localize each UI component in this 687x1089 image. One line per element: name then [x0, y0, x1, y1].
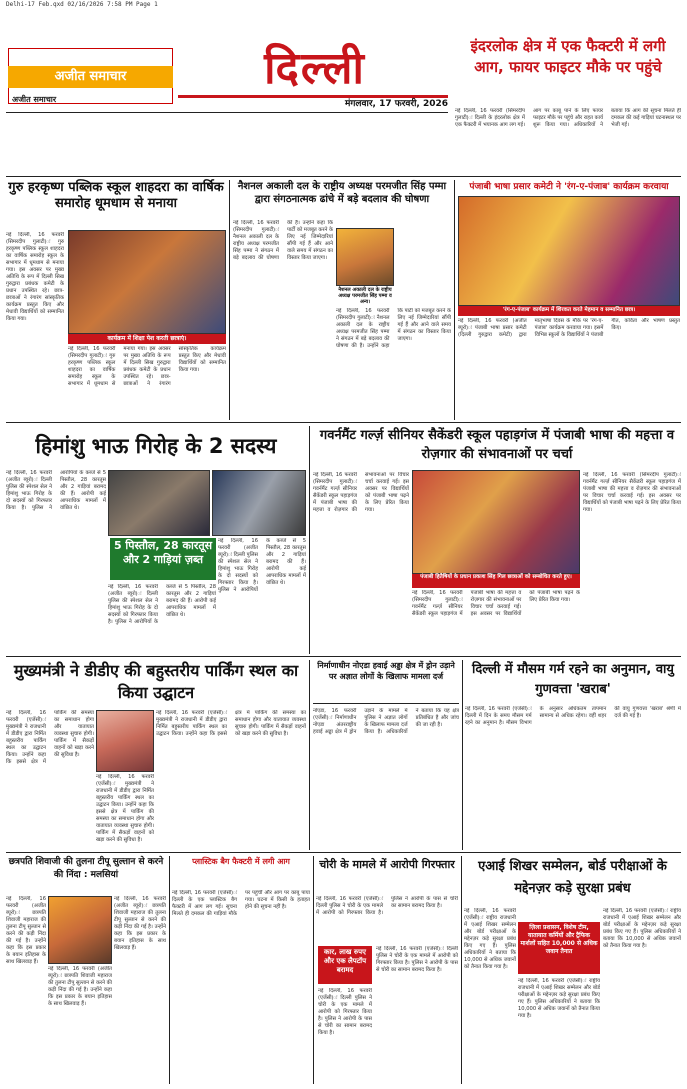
theft-highlight-box: कार, लाख रुपए और एक लैपटॉप बरामद	[318, 946, 372, 984]
school-body-2: नई दिल्ली, 16 फरवरी (सिमरदीप गुलाटी)ः गवर्नमैंट गर्ल्ज़ सीनियर सैकेंडरी स्कूल पहाड़गंज में पंजाबी भाषा की महत्ता व रोज़गार की संभावनाओं पर विचार चर्चा करवाई गई। इस अवसर पर विद्यार्थियों को पंजाबी भाषा पढ़ने के लिए प्रेरित किया गया।	[412, 590, 580, 617]
print-info-line: Delhi-17 Feb.qxd 02/16/2026 7:58 PM Page 1	[6, 1, 158, 8]
brand-band: अजीत समाचार	[8, 66, 173, 88]
weather-body: नई दिल्ली, 16 फरवरी (एजेंसी)ः दिल्ली में दिन के समय मौसम गर्म रहने का अनुमान है। मौसम विभाग के अनुसार अधिकतम तापमान सामान्य से अधिक रहेगा। वहीं शहर की वायु गुणवत्ता 'खराब' श्रेणी में दर्ज की गई है।	[465, 706, 681, 726]
section-divider-4	[6, 852, 681, 853]
shivaji-headline: छत्रपति शिवाजी की तुलना टीपू सुल्तान से करने की निंदा : मलसियां	[8, 857, 164, 880]
himanshu-seized-photo-1	[108, 470, 210, 536]
section-divider-2	[6, 422, 681, 423]
school-headline: गवर्नमैंट गर्ल्ज़ सीनियर सैकेंडरी स्कूल पहाड़गंज में पंजाबी भाषा की महत्ता व रोज़गार की संभावनाओं पर चर्चा	[319, 428, 675, 462]
noida-body: नोएडा, 16 फरवरी (एजेंसी)ः निर्माणाधीन नोएडा अंतरराष्ट्रीय हवाई अड्डा क्षेत्र में ड्रोन उड़ाने के मामले में पुलिस ने अज्ञात लोगों के खिलाफ मामला दर्ज किया है। अधिकारियों ने बताया कि यह क्षेत्र प्रतिबंधित है और जांच की जा रही है।	[313, 708, 459, 735]
shivaji-portrait-photo	[48, 896, 112, 964]
naitik-headline: नैशनल अकाली दल के राष्ट्रीय अध्यक्ष परमजीत सिंह पम्मा द्वारा संगठनात्मक ढांचे में बड़े बदलाव की घोषणा	[237, 181, 447, 205]
col-rule-5	[462, 660, 463, 850]
brand-subtitle: अजीत समाचार	[12, 95, 57, 104]
cm-body: नई दिल्ली, 16 फरवरी (एजेंसी)ः मुख्यमंत्री ने राजधानी में डीडीए द्वारा निर्मित बहुस्तरीय पार्किंग स्थल का उद्घाटन किया। उन्होंने कहा कि इससे क्षेत्र में पार्किंग की समस्या का समाधान होगा और यातायात व्यवस्था सुचारु होगी। पार्किंग में सैकड़ों वाहनों को खड़ा करने की सुविधा है।	[6, 710, 94, 765]
ai-headline: एआई शिखर सम्मेलन, बोर्ड परीक्षाओं के मद्देनज़र कड़े सुरक्षा प्रबंध	[478, 859, 667, 896]
school-body: नई दिल्ली, 16 फरवरी (सिमरदीप गुलाटी)ः गवर्नमैंट गर्ल्ज़ सीनियर सैकेंडरी स्कूल पहाड़गंज में पंजाबी भाषा की महत्ता व रोज़गार की संभावनाओं पर विचार चर्चा करवाई गई। इस अवसर पर विद्यार्थियों को पंजाबी भाषा पढ़ने के लिए प्रेरित किया गया।	[313, 472, 409, 513]
school-event-photo	[412, 470, 580, 574]
himanshu-highlight-box: 5 पिस्तौल, 28 कारतूस और 2 गाड़ियां ज़ब्त	[110, 538, 216, 580]
ai-body-3: नई दिल्ली, 16 फरवरी (एजेंसी)ः राष्ट्रीय राजधानी में एआई शिखर सम्मेलन और बोर्ड परीक्षाओं के मद्देनज़र कड़े सुरक्षा प्रबंध किए गए हैं। पुलिस अधिकारियों ने बताया कि 10,000 से अधिक जवानों को तैनात किया गया है।	[603, 908, 681, 949]
newspaper-logo: दिल्ली	[264, 43, 366, 94]
guru-photo-caption: कार्यक्रम में शिक्षा पेश करती छात्राएं।	[68, 334, 226, 344]
col-rule-2	[454, 180, 455, 420]
theft-body: नई दिल्ली, 16 फरवरी (एजेंसी)ः दिल्ली पुलिस ने चोरी के एक मामले में आरोपी को गिरफ्तार किया है। पुलिस ने आरोपी के पास से चोरी का सामान बरामद किया है।	[316, 896, 458, 916]
col-rule-8	[461, 856, 462, 1084]
ai-body-2: नई दिल्ली, 16 फरवरी (एजेंसी)ः राष्ट्रीय राजधानी में एआई शिखर सम्मेलन और बोर्ड परीक्षाओं के मद्देनज़र कड़े सुरक्षा प्रबंध किए गए हैं। पुलिस अधिकारियों ने बताया कि 10,000 से अधिक जवानों को तैनात किया गया है।	[518, 978, 600, 1019]
guru-body-col: नई दिल्ली, 16 फरवरी (सिमरदीप गुलाटी)ः गुरु हरकृष्ण पब्लिक स्कूल शाहदरा का वार्षिक समारोह स्कूल के सभागार में धूमधाम से मनाया गया। इस अवसर पर मुख्य अतिथि के रूप में दिल्ली सिख गुरुद्वारा प्रबंधक कमेटी के प्रधान उपस्थित रहे। छात्र-छात्राओं ने रंगारंग सांस्कृतिक कार्यक्रम प्रस्तुत किए और मेधावी विद्यार्थियों को सम्मानित किया गया।	[6, 232, 64, 322]
shivaji-body-2: नई दिल्ली, 16 फरवरी (अजीत ब्यूरो)ः छत्रपति शिवाजी महाराज की तुलना टीपू सुल्तान से करने की कड़ी निंदा की गई है। उन्होंने कहा कि इस प्रकार के बयान इतिहास के साथ खिलवाड़ हैं।	[114, 896, 166, 951]
cm-headline: मुख्यमंत्री ने डीडीए की बहुस्तरीय पार्किंग स्थल का किया उद्घाटन	[13, 661, 299, 702]
himanshu-body-3: नई दिल्ली, 16 फरवरी (अजीत ब्यूरो)ः दिल्ली पुलिस की स्पेशल सेल ने हिमांशु भाऊ गिरोह के दो सदस्यों को गिरफ्तार किया है। पुलिस ने आरोपियों के कब्जे से 5 पिस्तौल, 28 कारतूस और 2 गाड़ियां बरामद की हैं। आरोपी कई आपराधिक मामलों में वांछित थे।	[108, 584, 216, 625]
naitik-photo-caption: नैशनल अकाली दल के राष्ट्रीय अध्यक्ष परमजीत सिंह पम्मा व अन्य।	[336, 287, 394, 305]
naitik-body: नई दिल्ली, 16 फरवरी (सिमरदीप गुलाटी)ः नैशनल अकाली दल के राष्ट्रीय अध्यक्ष परमजीत सिंह पम्मा ने संगठन में बड़े बदलाव की घोषणा की है। उन्होंने कहा कि पार्टी को मजबूत करने के लिए नई जिम्मेदारियां सौंपी गई हैं और आने वाले समय में संगठन का विस्तार किया जाएगा।	[233, 220, 333, 261]
col-rule-6	[169, 856, 170, 1084]
cm-body-3: नई दिल्ली, 16 फरवरी (एजेंसी)ः मुख्यमंत्री ने राजधानी में डीडीए द्वारा निर्मित बहुस्तरीय पार्किंग स्थल का उद्घाटन किया। उन्होंने कहा कि इससे क्षेत्र में पार्किंग की समस्या का समाधान होगा और यातायात व्यवस्था सुचारु होगी। पार्किंग में सैकड़ों वाहनों को खड़ा करने की सुविधा है।	[156, 710, 306, 737]
guru-body: नई दिल्ली, 16 फरवरी (सिमरदीप गुलाटी)ः गुरु हरकृष्ण पब्लिक स्कूल शाहदरा का वार्षिक समारोह स्कूल के सभागार में धूमधाम से मनाया गया। इस अवसर पर मुख्य अतिथि के रूप में दिल्ली सिख गुरुद्वारा प्रबंधक कमेटी के प्रधान उपस्थित रहे। छात्र-छात्राओं ने रंगारंग सांस्कृतिक कार्यक्रम प्रस्तुत किए और मेधावी विद्यार्थियों को सम्मानित किया गया।	[68, 346, 226, 387]
masthead-divider	[6, 112, 448, 113]
col-rule-4	[309, 660, 310, 850]
plastic-body: नई दिल्ली, 16 फरवरी (एजेंसी)ः दिल्ली के एक प्लास्टिक बैग फैक्टरी में आग लग गई। सूचना मिलते ही दमकल की गाड़ियां मौके पर पहुंचीं और आग पर काबू पाया गया। घटना में किसी के हताहत होने की सूचना नहीं है।	[172, 890, 310, 917]
lead-body: नई दिल्ली, 16 फरवरी (सिमरदीप गुलाटी)ः दिल्ली के इंदरलोक क्षेत्र में एक फैक्टरी में भयानक आग लग गई। आग पर काबू पाने के लिए फायर फाइटर मौके पर पहुंचे और राहत कार्य शुरू किया गया। अधिकारियों ने बताया कि आग की सूचना मिलते ही दमकल की कई गाड़ियां घटनास्थल पर भेजी गईं।	[455, 108, 681, 128]
naitik-portrait-photo	[336, 228, 394, 286]
himanshu-body: नई दिल्ली, 16 फरवरी (अजीत ब्यूरो)ः दिल्ली पुलिस की स्पेशल सेल ने हिमांशु भाऊ गिरोह के दो सदस्यों को गिरफ्तार किया है। पुलिस ने आरोपियों के कब्जे से 5 पिस्तौल, 28 कारतूस और 2 गाड़ियां बरामद की हैं। आरोपी कई आपराधिक मामलों में वांछित थे।	[6, 470, 106, 511]
col-rule-1	[229, 180, 230, 420]
lead-headline: इंदरलोक क्षेत्र में एक फैक्टरी में लगी आग, फायर फाइटर मौके पर पहुंचे	[470, 37, 666, 76]
shivaji-body-3: नई दिल्ली, 16 फरवरी (अजीत ब्यूरो)ः छत्रपति शिवाजी महाराज की तुलना टीपू सुल्तान से करने की कड़ी निंदा की गई है। उन्होंने कहा कि इस प्रकार के बयान इतिहास के साथ खिलवाड़ हैं।	[48, 966, 112, 1007]
ai-highlight-box: ज़िला प्रशासन, विशेष टीम, यातायात कर्मियों और ट्रैफिक मार्शलों सहित 10,000 से अधिक जवान तैनात	[518, 922, 600, 974]
col-rule-7	[313, 856, 314, 1084]
school-body-col: नई दिल्ली, 16 फरवरी (सिमरदीप गुलाटी)ः गवर्नमैंट गर्ल्ज़ सीनियर सैकेंडरी स्कूल पहाड़गंज में पंजाबी भाषा की महत्ता व रोज़गार की संभावनाओं पर विचार चर्चा करवाई गई। इस अवसर पर विद्यार्थियों को पंजाबी भाषा पढ़ने के लिए प्रेरित किया गया।	[583, 472, 681, 513]
punjabi-photo-caption: 'रंग-ए-पंजाब' कार्यक्रम में शिरकत करते मेहमान व सम्मानित छात्र।	[458, 306, 680, 316]
cm-portrait-photo	[96, 710, 154, 772]
guru-headline: गुरु हरकृष्ण पब्लिक स्कूल शाहदरा का वार्षिक समारोह धूमधाम से मनाया	[8, 180, 224, 211]
col-rule-3	[309, 426, 310, 654]
weather-headline: दिल्ली में मौसम गर्म रहने का अनुमान, वायु गुणवत्ता 'खराब'	[472, 662, 674, 697]
school-photo-caption: पंजाबी हितैषियों के प्रधान प्रकाश सिंह गिल छात्राओं को सम्बोधित करते हुए।	[412, 574, 580, 588]
theft-headline: चोरी के मामले में आरोपी गिरफ्तार	[319, 858, 455, 871]
punjabi-headline: पंजाबी भाषा प्रसार कमेटी ने 'रंग-ए-पंजाब' कार्यक्रम करवाया	[469, 182, 669, 192]
cm-body-2: नई दिल्ली, 16 फरवरी (एजेंसी)ः मुख्यमंत्री ने राजधानी में डीडीए द्वारा निर्मित बहुस्तरीय पार्किंग स्थल का उद्घाटन किया। उन्होंने कहा कि इससे क्षेत्र में पार्किंग की समस्या का समाधान होगा और यातायात व्यवस्था सुचारु होगी। पार्किंग में सैकड़ों वाहनों को खड़ा करने की सुविधा है।	[96, 774, 154, 843]
theft-body-3: नई दिल्ली, 16 फरवरी (एजेंसी)ः दिल्ली पुलिस ने चोरी के एक मामले में आरोपी को गिरफ्तार किया है। पुलिस ने आरोपी के पास से चोरी का सामान बरामद किया है।	[318, 988, 372, 1036]
punjabi-body: नई दिल्ली, 16 फरवरी (अजीत ब्यूरो)ः पंजाबी भाषा प्रसार कमेटी (दिल्ली गुरुद्वारा कमेटी) द्वारा मातृभाषा दिवस के मौके पर 'रंग-ए-पंजाब' कार्यक्रम करवाया गया। इसमें विभिन्न स्कूलों के विद्यार्थियों ने पंजाबी गीत, कविता और भाषण प्रस्तुत किए।	[458, 318, 680, 338]
noida-headline: निर्माणाधीन नोएडा हवाई अड्डा क्षेत्र में ड्रोन उड़ाने पर अज्ञात लोगों के खिलाफ मामला दर्ज	[313, 660, 459, 704]
ai-body: नई दिल्ली, 16 फरवरी (एजेंसी)ः राष्ट्रीय राजधानी में एआई शिखर सम्मेलन और बोर्ड परीक्षाओं के मद्देनज़र कड़े सुरक्षा प्रबंध किए गए हैं। पुलिस अधिकारियों ने बताया कि 10,000 से अधिक जवानों को तैनात किया गया है।	[464, 908, 516, 970]
himanshu-headline: हिमांशु भाऊ गिरोह के 2 सदस्य	[35, 434, 277, 458]
naitik-body-2: नई दिल्ली, 16 फरवरी (सिमरदीप गुलाटी)ः नैशनल अकाली दल के राष्ट्रीय अध्यक्ष परमजीत सिंह पम्मा ने संगठन में बड़े बदलाव की घोषणा की है। उन्होंने कहा कि पार्टी को मजबूत करने के लिए नई जिम्मेदारियां सौंपी गई हैं और आने वाले समय में संगठन का विस्तार किया जाएगा।	[336, 308, 451, 349]
plastic-headline: प्लास्टिक बैग फैक्टरी में लगी आग	[192, 857, 290, 866]
dateline: मंगलवार, 17 फरवरी, 2026	[344, 99, 448, 109]
guru-event-photo	[68, 230, 226, 334]
himanshu-body-2: नई दिल्ली, 16 फरवरी (अजीत ब्यूरो)ः दिल्ली पुलिस की स्पेशल सेल ने हिमांशु भाऊ गिरोह के दो सदस्यों को गिरफ्तार किया है। पुलिस ने आरोपियों के कब्जे से 5 पिस्तौल, 28 कारतूस और 2 गाड़ियां बरामद की हैं। आरोपी कई आपराधिक मामलों में वांछित थे।	[218, 538, 306, 593]
section-divider-3	[6, 656, 681, 657]
himanshu-seized-photo-2	[212, 470, 306, 536]
punjabi-event-photo	[458, 196, 680, 306]
section-divider-1	[6, 176, 681, 177]
shivaji-body: नई दिल्ली, 16 फरवरी (अजीत ब्यूरो)ः छत्रपति शिवाजी महाराज की तुलना टीपू सुल्तान से करने की कड़ी निंदा की गई है। उन्होंने कहा कि इस प्रकार के बयान इतिहास के साथ खिलवाड़ हैं।	[6, 896, 46, 965]
theft-body-2: नई दिल्ली, 16 फरवरी (एजेंसी)ः दिल्ली पुलिस ने चोरी के एक मामले में आरोपी को गिरफ्तार किया है। पुलिस ने आरोपी के पास से चोरी का सामान बरामद किया है।	[376, 946, 458, 973]
